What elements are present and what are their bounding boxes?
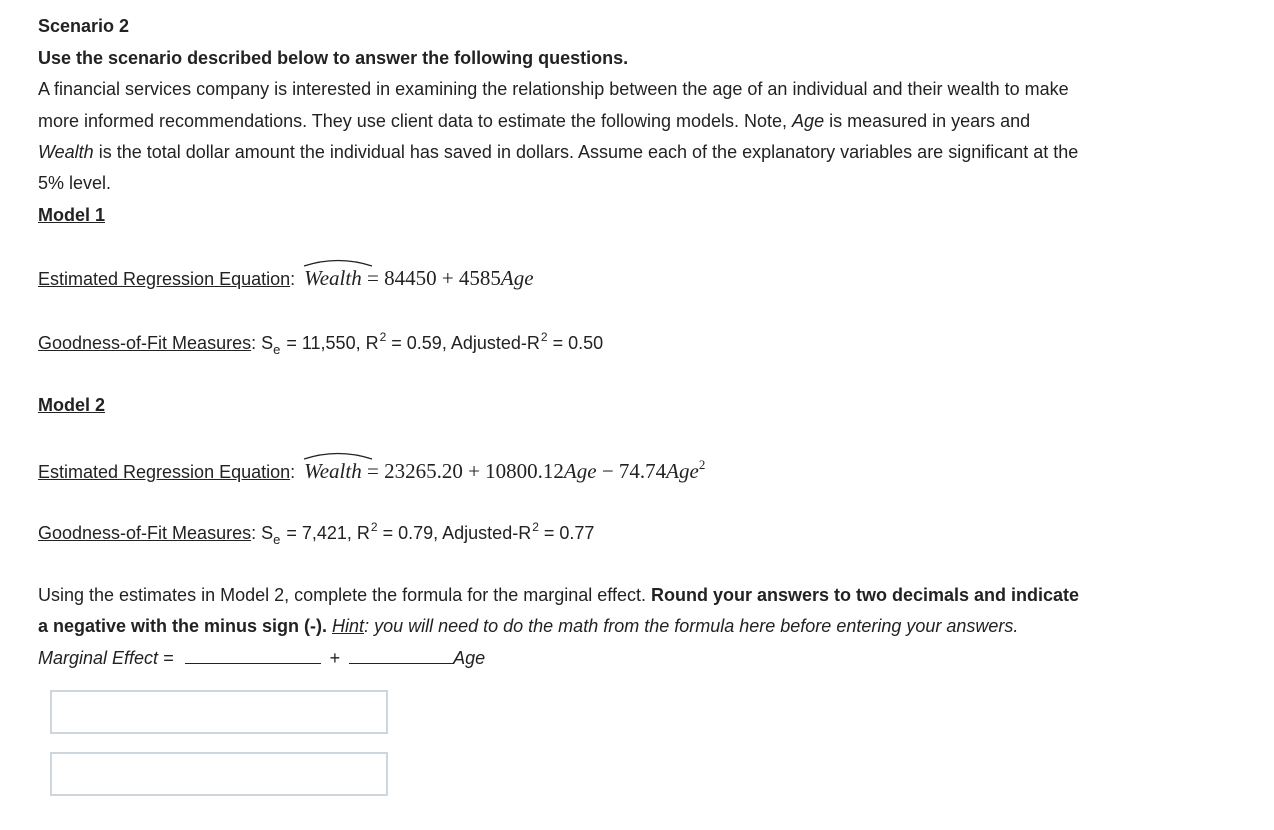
fit-label: Goodness-of-Fit Measures: [38, 523, 252, 543]
intro-line-4: 5% level.: [38, 173, 112, 193]
age-variable: Age: [453, 648, 486, 668]
plus-sign: +: [329, 648, 341, 668]
equation-label: Estimated Regression Equation: [38, 269, 291, 289]
model-2-equation: Estimated Regression Equation: Wealth = 23265.20 + 10800.12Age − 74.74Age$^2$: [38, 457, 705, 484]
wealth-hat-symbol: Wealth: [304, 459, 362, 484]
answer-input-age-coefficient[interactable]: [50, 752, 388, 796]
model-2-fit-measures: Goodness-of-Fit Measures: $S_e = 7,421$, $R^2 = 0.79$, Adjusted-$R^2 = 0.77$: [38, 520, 595, 547]
model-1-equation: Estimated Regression Equation: Wealth = 84450 + 4585Age: [38, 266, 534, 291]
hint-label: Hint: [332, 616, 365, 636]
equation-label: Estimated Regression Equation: [38, 462, 291, 482]
fit-label: Goodness-of-Fit Measures: [38, 333, 252, 353]
wealth-term: Wealth: [38, 142, 94, 162]
question-line-2: a negative with the minus sign (-). Hint: you will need to do the math from the formula here before entering your answers.: [38, 616, 1019, 636]
formula-label: Marginal Effect =: [38, 648, 174, 668]
wealth-hat-symbol: Wealth: [304, 266, 362, 291]
blank-line-2: [349, 647, 453, 664]
intro-line-1: A financial services company is interested in examining the relationship between the age of an individual and their wealth to make: [38, 79, 1069, 99]
intro-line-3: Wealth is the total dollar amount the individual has saved in dollars. Assume each of the explanatory variables are significant at the: [38, 142, 1079, 162]
question-line-1: Using the estimates in Model 2, complete the formula for the marginal effect. Round your answers to two decimals and indicate: [38, 585, 1080, 605]
intro-line-2: more informed recommendations. They use client data to estimate the following models. Note, Age is measured in years and: [38, 111, 1031, 131]
scenario-title: Scenario 2: [38, 16, 130, 36]
marginal-effect-formula: [38, 647, 485, 669]
blank-line-1: [185, 647, 321, 664]
age-term: Age: [792, 111, 825, 131]
model-2-heading: Model 2: [38, 395, 106, 415]
answer-input-intercept[interactable]: [50, 690, 388, 734]
model-1-fit-measures: Goodness-of-Fit Measures: $S_e = 11,550$, $R^2 = 0.59$, Adjusted-$R^2 = 0.50$: [38, 330, 604, 357]
scenario-instruction: Use the scenario described below to answer the following questions.: [38, 48, 629, 68]
model-1-heading: Model 1: [38, 205, 106, 225]
